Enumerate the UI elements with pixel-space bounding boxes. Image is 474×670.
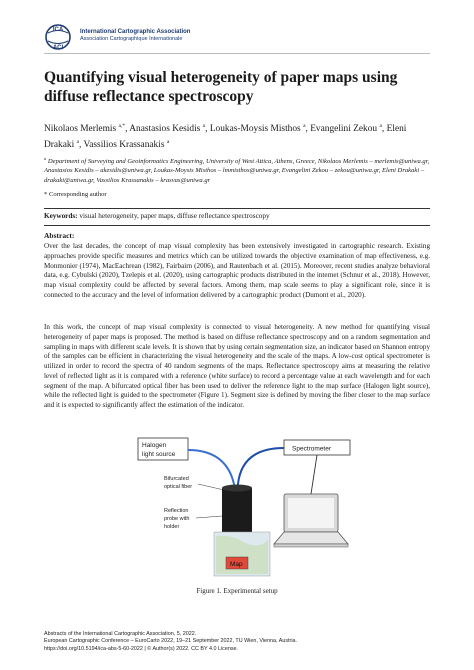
- probe-label-2: probe with: [164, 516, 190, 522]
- logo-acronym-alt: ACI: [52, 45, 64, 51]
- author-sup: a,*: [118, 123, 126, 129]
- halogen-label-2: light source: [142, 451, 176, 458]
- footer-line-1: Abstracts of the International Cartographic Association, 5, 2022.: [44, 631, 197, 637]
- keywords-label: Keywords:: [44, 212, 78, 220]
- org-name: International Cartographic Association: [80, 29, 191, 35]
- author-text: Drakaki: [44, 140, 77, 151]
- author-sup: a: [202, 123, 206, 129]
- author-sup: a: [166, 139, 170, 146]
- experimental-setup-figure: [134, 432, 370, 580]
- halogen-label-1: Halogen: [142, 442, 167, 449]
- probe-label-1: Reflection: [164, 508, 189, 514]
- affiliation-sup: a: [44, 156, 47, 161]
- spectrometer-label: Spectrometer: [292, 445, 332, 453]
- header-divider: [44, 53, 430, 54]
- laptop-icon: [274, 494, 348, 547]
- authors: [44, 120, 434, 153]
- globe-icon: [44, 22, 72, 52]
- author-sup: a: [303, 123, 306, 129]
- author-text: , Evangelini Zekou: [305, 124, 380, 135]
- affiliation: [44, 154, 432, 185]
- figure-caption: Figure 1. Experimental setup: [196, 587, 278, 595]
- map-label: Map: [230, 561, 243, 568]
- footer-line-2: European Cartographic Conference – EuroCarto 2022, 19–21 September 2022, TU Wien, Vienna, Austria.: [44, 638, 298, 645]
- author-text: Nikolaos Merlemis: [44, 124, 119, 135]
- fiber-label-2: optical fiber: [164, 484, 193, 490]
- ica-logo: [44, 22, 244, 52]
- author-sup: a: [76, 139, 79, 146]
- author-text: , Anastasios Kesidis: [125, 124, 203, 135]
- author-text: , Vassilios Krassanakis: [79, 140, 167, 151]
- keywords-text: visual heterogeneity, paper maps, diffuse reflectance spectroscopy: [77, 212, 270, 220]
- keywords-rule-top: [44, 208, 430, 209]
- keywords-rule-bottom: [44, 225, 430, 226]
- org-name-fr: Association Cartographique Internationale: [80, 36, 183, 42]
- author-sup: a: [379, 123, 382, 129]
- abstract-paragraph-1: Over the last decades, the concept of map visual complexity has been extensively investigated in cartographic research. Existing approaches provide specific measures and metrics which can be utilized towards the objective examination of map effectiveness, e.g. Monmonier (1974), MacEachrean (1982), Fairbairn (2006), and Rautenbach et al. (2015). Moreover, recent studies analyze behavioral data, e.g. Cybulski (2020), Tzelepis et al. (2020), using cartographic products distributed in the internet (Schnur et al., 2018). However, map visual complexity could be affected by several factors. Among them, map scale seems to play a significant role, since it is connected to the accuracy and the level of information delivered by a cartographic product (Dumont et al., 2020).: [44, 242, 430, 299]
- keywords: [44, 212, 270, 220]
- usb-cable: [311, 455, 317, 494]
- paper-title: Quantifying visual heterogeneity of paper maps using diffuse reflectance spectroscopy: [44, 69, 398, 105]
- fiber-label-1: Bifurcated: [164, 476, 189, 482]
- page-footer: [44, 631, 444, 653]
- affiliation-text: Department of Surveying and Geoinformatics Engineering, University of West Attica, Athens, Greece, Nikolaos Merlemis – merlemis@uniwa.gr, Anastasios Kesidis – akesidis@uniwa.gr, Loukas-Moysis Misthos – lmmisthos@uniwa.gr, Evangelini Zekou – zekou@uniwa.gr, Eleni Drakaki – drakaki@uniwa.gr, Vassilios Krassanakis – krasvas@uniwa.gr: [44, 158, 430, 184]
- corresponding-author-note: * Corresponding author: [44, 191, 107, 198]
- footer-line-3: https://doi.org/10.5194/ica-abs-5-60-2022 | © Author(s) 2022. CC BY 4.0 License.: [44, 645, 239, 652]
- author-text: , Eleni: [381, 124, 407, 135]
- abstract-heading: Abstract:: [44, 231, 75, 240]
- probe-label-3: holder: [164, 524, 180, 530]
- abstract-paragraph-2: In this work, the concept of map visual complexity is connected to visual heterogeneity. A new method for quantifying visual heterogeneity of paper maps is proposed. The method is based on diffuse reflectance spectroscopy and on a random segmentation and sampling in maps with different scale levels. It is shown that by using certain segmentation size, an indicator based on Shannon entropy of the samples can be efficient in characterizing the visual heterogeneity and the scale of the maps. A low-cost optical spectrometer is utilized in order to record the spectra of 40 random segments of the maps. Reflectance spectroscopy aims at measuring the relative level of reflected light as it is compared with a reference (white surface) to record a percentage value at each wavelength and for each segment of the map. A bifurcated optical fiber has been used to deliver the reference light to the map surface (Halogen light source), while the reflected light is guided to the spectrometer (Figure 1). Segment size is defined by moving the fiber closer to the map surface and it is expected to significantly affect the estimation of the indicator.: [44, 323, 430, 409]
- logo-acronym: ICA: [52, 27, 64, 33]
- author-text: , Loukas-Moysis Misthos: [205, 124, 304, 135]
